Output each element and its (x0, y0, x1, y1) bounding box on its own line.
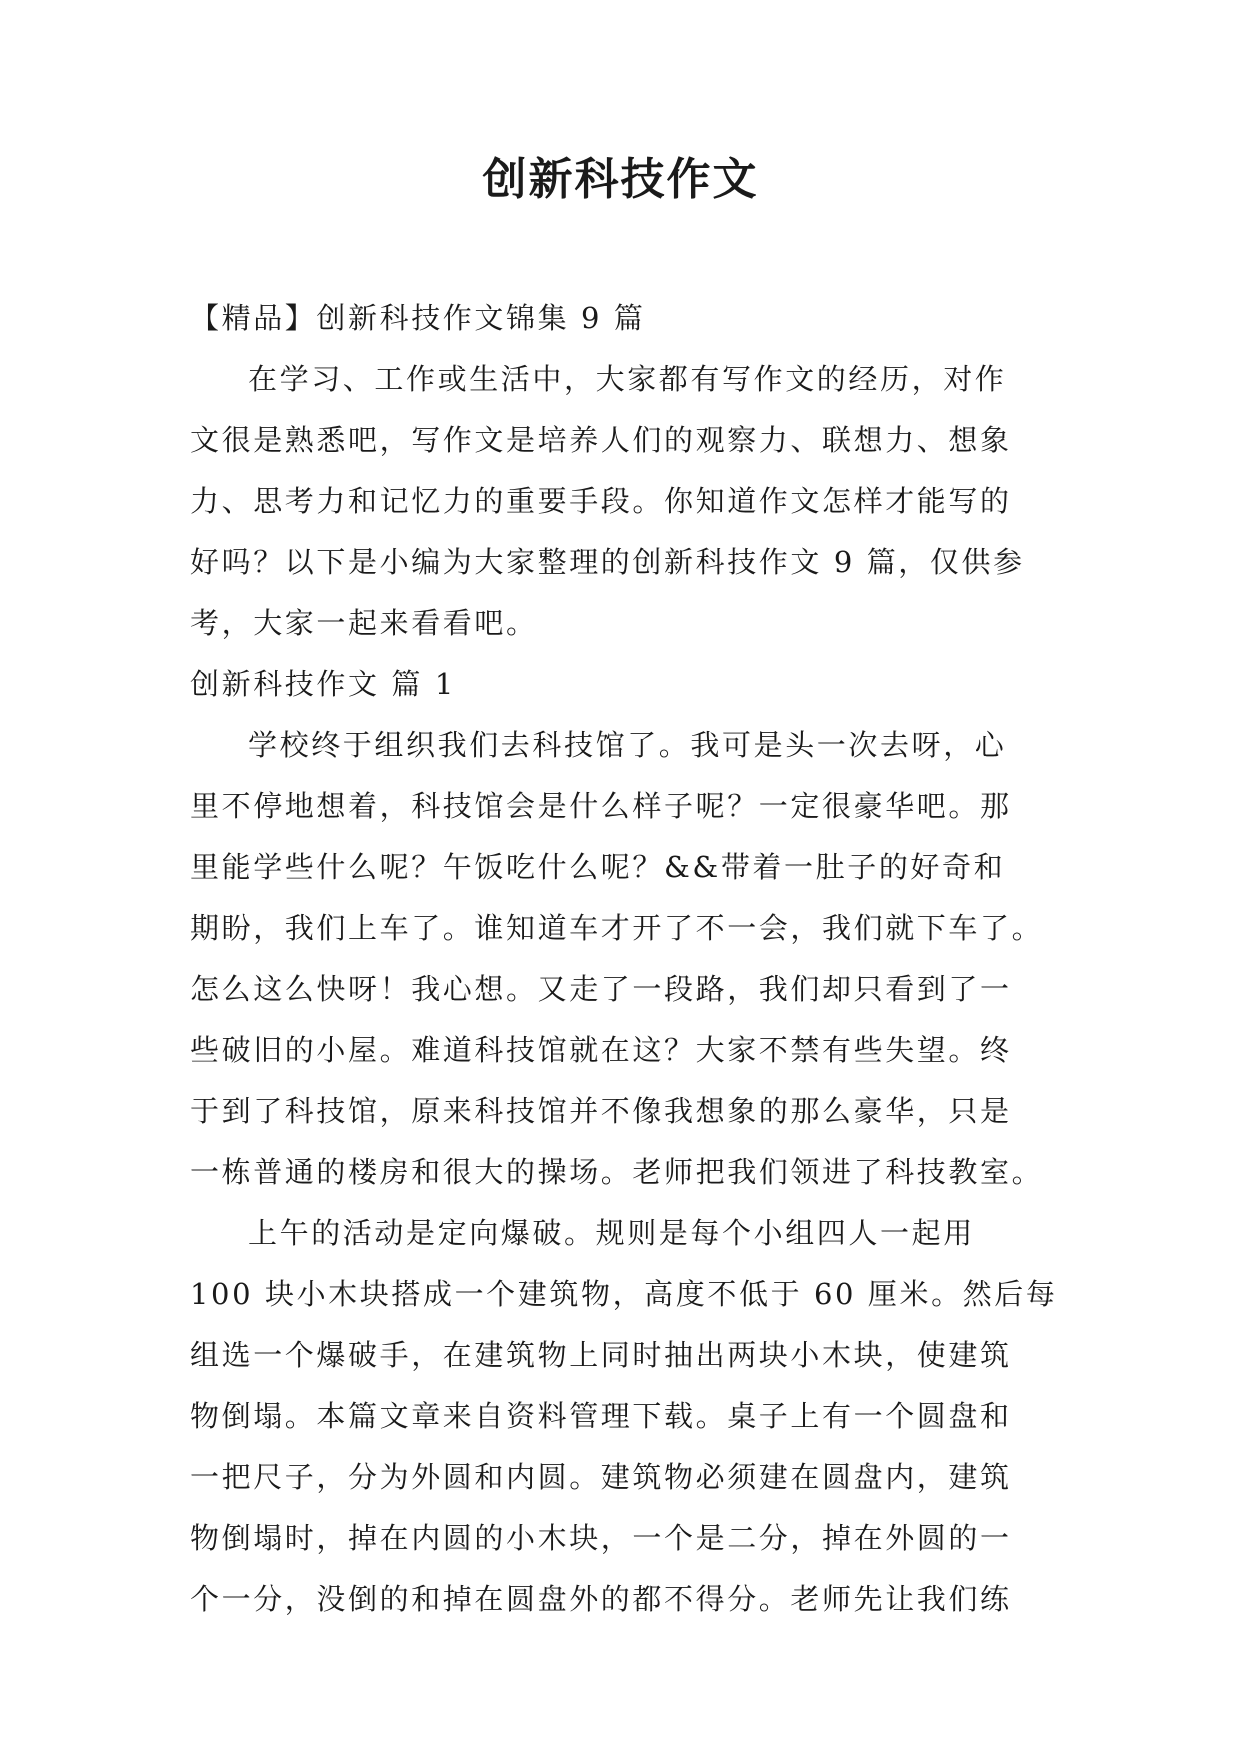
paragraph-line: 个一分，没倒的和掉在圆盘外的都不得分。老师先让我们练 (190, 1582, 1012, 1616)
document-title: 创新科技作文 (482, 154, 759, 205)
paragraph-line: 组选一个爆破手，在建筑物上同时抽出两块小木块，使建筑 (190, 1338, 1012, 1372)
document-subtitle: 【精品】创新科技作文锦集 9 篇 (190, 301, 646, 335)
intro-line: 好吗？以下是小编为大家整理的创新科技作文 9 篇，仅供参 (190, 545, 1025, 579)
section-heading: 创新科技作文 篇 1 (190, 667, 456, 701)
essay-paragraph-2 (190, 1203, 1058, 1630)
intro-line: 考，大家一起来看看吧。 (190, 606, 538, 640)
essay-paragraph-1 (190, 715, 1050, 1203)
intro-line: 在学习、工作或生活中，大家都有写作文的经历，对作 (248, 362, 1007, 396)
paragraph-line: 里不停地想着，科技馆会是什么样子呢？一定很豪华吧。那 (190, 789, 1012, 823)
paragraph-line: 怎么这么快呀！我心想。又走了一段路，我们却只看到了一 (190, 972, 1012, 1006)
paragraph-line: 于到了科技馆，原来科技馆并不像我想象的那么豪华，只是 (190, 1094, 1012, 1128)
paragraph-line: 物倒塌时，掉在内圆的小木块，一个是二分，掉在外圆的一 (190, 1521, 1012, 1555)
document-body (190, 288, 1058, 1630)
paragraph-line: 物倒塌。本篇文章来自资料管理下载。桌子上有一个圆盘和 (190, 1399, 1012, 1433)
paragraph-line: 一把尺子，分为外圆和内圆。建筑物必须建在圆盘内，建筑 (190, 1460, 1012, 1494)
paragraph-line: 些破旧的小屋。难道科技馆就在这？大家不禁有些失望。终 (190, 1033, 1012, 1067)
intro-line: 力、思考力和记忆力的重要手段。你知道作文怎样才能写的 (190, 484, 1012, 518)
intro-paragraph (190, 349, 1050, 654)
paragraph-line: 里能学些什么呢？午饭吃什么呢？&&带着一肚子的好奇和 (190, 850, 1006, 884)
paragraph-line: 一栋普通的楼房和很大的操场。老师把我们领进了科技教室。 (190, 1155, 1044, 1189)
paragraph-line: 100 块小木块搭成一个建筑物，高度不低于 60 厘米。然后每 (190, 1277, 1058, 1311)
paragraph-line: 学校终于组织我们去科技馆了。我可是头一次去呀，心 (248, 728, 1007, 762)
paragraph-line: 上午的活动是定向爆破。规则是每个小组四人一起用 (248, 1216, 975, 1250)
intro-line: 文很是熟悉吧，写作文是培养人们的观察力、联想力、想象 (190, 423, 1012, 457)
paragraph-line: 期盼，我们上车了。谁知道车才开了不一会，我们就下车了。 (190, 911, 1044, 945)
